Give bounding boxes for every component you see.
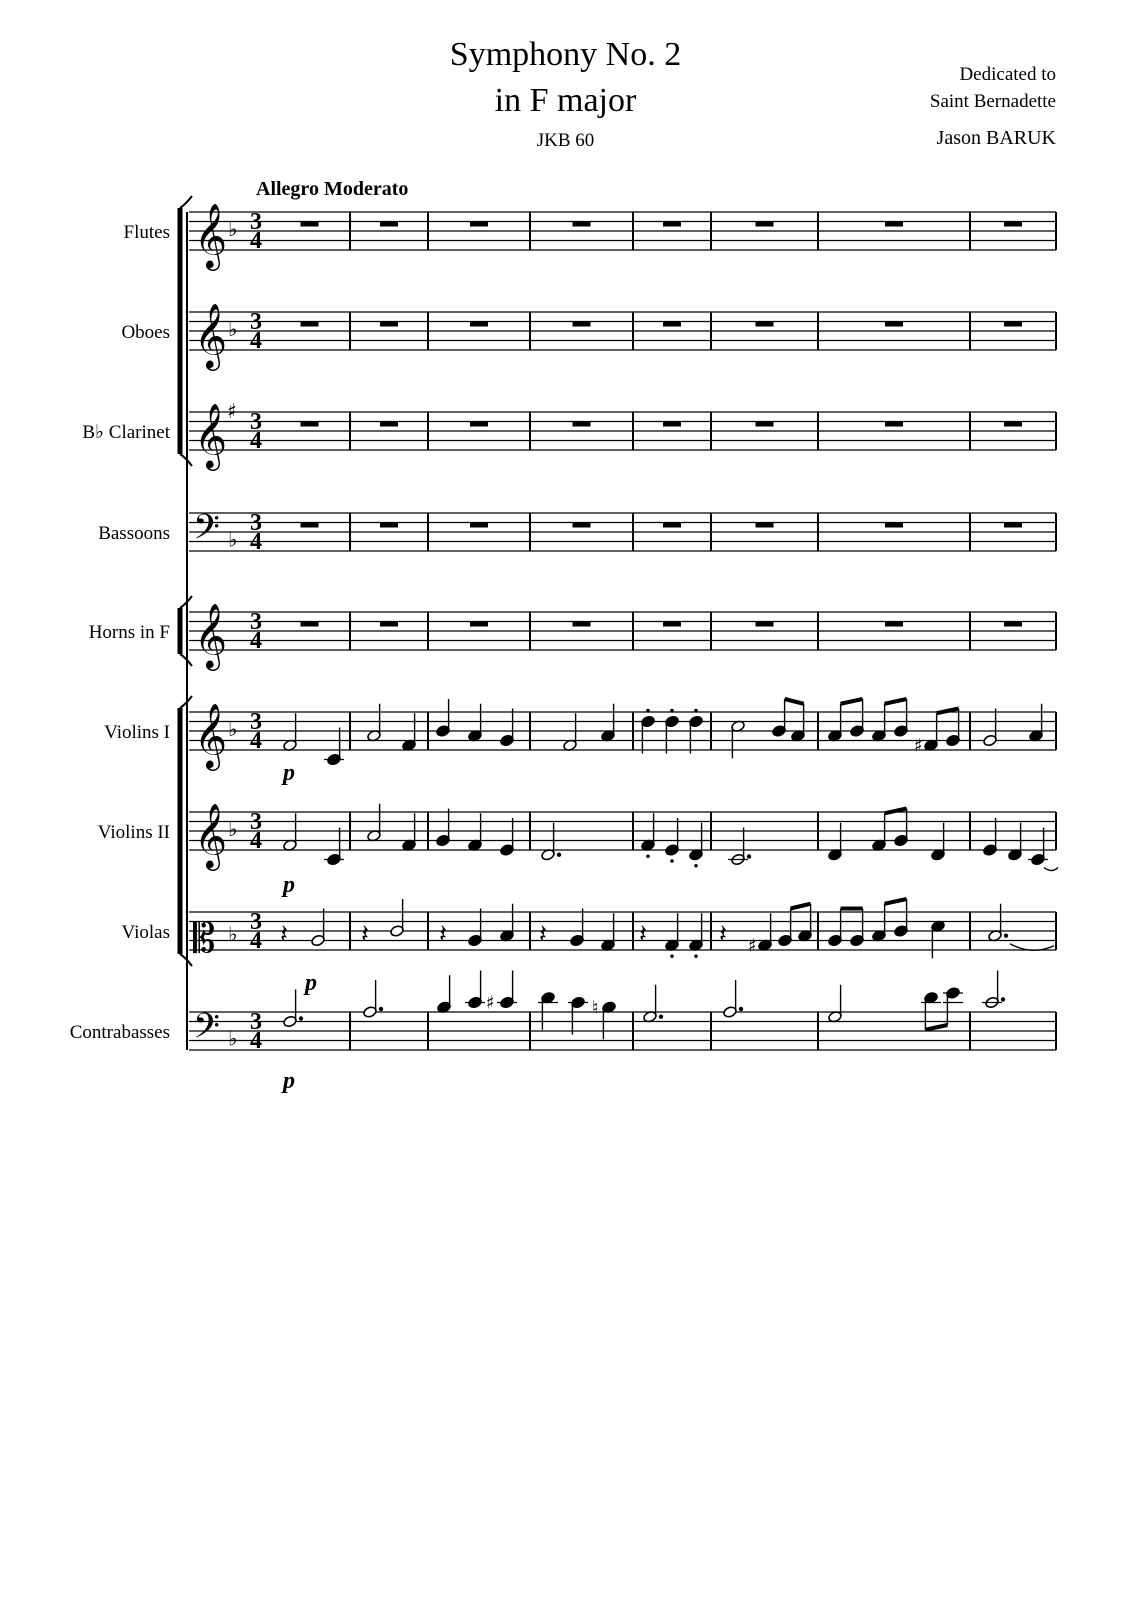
instrument-label: B♭ Clarinet: [82, 422, 170, 443]
whole-rest: [301, 523, 319, 528]
whole-rest: [756, 322, 774, 327]
staccato-dot: [646, 854, 650, 858]
staff-violins-ii: [98, 804, 1056, 871]
whole-rest: [301, 422, 319, 427]
staff-b-clarinet: [82, 399, 1056, 471]
violas-notes: [280, 899, 1054, 996]
whole-rest: [756, 622, 774, 627]
augmentation-dot: [1004, 934, 1008, 938]
time-signature-numerator: 3: [250, 709, 262, 735]
whole-rest: [885, 523, 903, 528]
time-signature-numerator: 3: [250, 909, 262, 935]
treble-clef: 𝄞: [194, 303, 228, 369]
instrument-label: Violins II: [97, 822, 170, 843]
treble-clef: 𝄞: [194, 203, 228, 269]
instrument-label: Horns in F: [88, 622, 170, 643]
flat-sign: ♭: [228, 717, 238, 741]
treble-clef: 𝄞: [194, 603, 228, 669]
whole-rest: [470, 422, 488, 427]
whole-rest: [1004, 222, 1022, 227]
whole-rest: [380, 222, 398, 227]
augmentation-dot: [739, 1007, 743, 1011]
whole-rest: [663, 422, 681, 427]
time-signature-denominator: 4: [250, 428, 262, 454]
whole-rest: [1004, 422, 1022, 427]
beam: [785, 699, 804, 704]
violins-2-notes: [281, 804, 1058, 898]
time-signature-denominator: 4: [250, 1028, 262, 1054]
treble-clef: 𝄞: [194, 703, 228, 769]
flat-sign: ♭: [228, 817, 238, 841]
whole-rest: [573, 523, 591, 528]
whole-rest: [885, 422, 903, 427]
time-signature-denominator: 4: [250, 928, 262, 954]
flat-sign: ♭: [228, 1026, 238, 1051]
dedication-line-1: Dedicated to: [959, 64, 1056, 85]
beam: [885, 699, 907, 704]
alto-clef: 𝄡: [193, 916, 216, 962]
quarter-rest: 𝄽: [639, 919, 647, 950]
time-signature-denominator: 4: [250, 529, 262, 555]
beam: [791, 904, 811, 909]
whole-rest: [663, 523, 681, 528]
whole-rest: [663, 622, 681, 627]
whole-rest: [573, 222, 591, 227]
time-signature-numerator: 3: [250, 209, 262, 235]
whole-rest: [301, 622, 319, 627]
whole-rest: [301, 222, 319, 227]
staff-horns-in-f: [89, 604, 1056, 671]
whole-rest: [573, 322, 591, 327]
time-signature-denominator: 4: [250, 728, 262, 754]
staccato-dot: [646, 709, 650, 713]
catalog-number: JKB 60: [536, 130, 595, 151]
bass-clef: 𝄢: [193, 506, 221, 556]
bass-clef: 𝄢: [193, 1005, 221, 1055]
whole-rest: [380, 422, 398, 427]
quarter-rest: 𝄽: [280, 919, 288, 950]
quarter-rest: 𝄽: [439, 919, 447, 950]
beam: [841, 699, 863, 704]
staccato-dot: [670, 709, 674, 713]
augmentation-dot: [299, 1016, 303, 1020]
staccato-dot: [694, 954, 698, 958]
dynamic-marking: p: [283, 760, 295, 786]
instrument-label: Violas: [121, 922, 170, 943]
whole-rest: [1004, 523, 1022, 528]
title-line-2: in F major: [494, 82, 637, 119]
whole-rest: [380, 622, 398, 627]
time-signature-numerator: 3: [250, 409, 262, 435]
flat-sign: ♭: [228, 217, 238, 241]
augmentation-dot: [379, 1007, 383, 1011]
composer: Jason BARUK: [936, 127, 1056, 149]
treble-clef: 𝄞: [194, 403, 228, 469]
instrument-label: Violins I: [104, 722, 170, 743]
whole-rest: [470, 622, 488, 627]
tempo-marking: Allegro Moderato: [256, 178, 409, 200]
tie: [1010, 944, 1054, 951]
quarter-rest: 𝄽: [361, 919, 369, 950]
whole-rest: [885, 222, 903, 227]
dynamic-marking: p: [283, 1068, 295, 1094]
staccato-dot: [694, 864, 698, 868]
beam: [925, 1025, 947, 1030]
staff-violas: [122, 909, 1056, 962]
whole-rest: [756, 222, 774, 227]
flat-sign: ♭: [228, 527, 238, 552]
time-signature-denominator: 4: [250, 628, 262, 654]
instrument-label: Contrabasses: [69, 1022, 170, 1043]
flat-sign: ♭: [228, 921, 238, 946]
dedication-line-2: Saint Bernadette: [929, 91, 1056, 112]
whole-rest: [470, 222, 488, 227]
time-signature-numerator: 3: [250, 609, 262, 635]
flat-sign: ♭: [228, 317, 238, 341]
whole-rest: [885, 622, 903, 627]
whole-rest: [663, 322, 681, 327]
sharp-accidental: ♯: [748, 935, 757, 957]
staff-contrabasses: [70, 1006, 1056, 1055]
whole-rest: [470, 523, 488, 528]
time-signature-denominator: 4: [250, 828, 262, 854]
whole-rest: [573, 622, 591, 627]
whole-rest: [756, 422, 774, 427]
time-signature-numerator: 3: [250, 309, 262, 335]
augmentation-dot: [659, 1015, 663, 1019]
dynamic-marking: p: [305, 970, 317, 996]
time-signature-denominator: 4: [250, 228, 262, 254]
treble-clef: 𝄞: [194, 803, 228, 869]
instrument-label: Oboes: [121, 322, 170, 343]
augmentation-dot: [557, 853, 561, 857]
whole-rest: [756, 523, 774, 528]
bracket-top: [180, 196, 192, 208]
beam: [885, 899, 907, 904]
sharp-accidental: ♯: [486, 992, 495, 1014]
contrabasses-notes: [281, 971, 1005, 1095]
staccato-dot: [670, 859, 674, 863]
augmentation-dot: [747, 854, 751, 858]
whole-rest: [470, 322, 488, 327]
instrument-label: Flutes: [123, 222, 170, 243]
whole-rest: [380, 322, 398, 327]
time-signature-numerator: 3: [250, 1009, 262, 1035]
staff-oboes: [121, 304, 1056, 371]
quarter-rest: 𝄽: [719, 919, 727, 950]
whole-rest: [1004, 322, 1022, 327]
sharp-sign: ♯: [227, 399, 237, 423]
quarter-rest: 𝄽: [539, 919, 547, 950]
staccato-dot: [670, 954, 674, 958]
whole-rest: [885, 322, 903, 327]
staff-bassoons: [98, 507, 1056, 556]
whole-rest: [663, 222, 681, 227]
whole-rest: [301, 322, 319, 327]
augmentation-dot: [1001, 997, 1005, 1001]
dynamic-marking: p: [283, 872, 295, 898]
tie: [1044, 868, 1058, 871]
time-signature-denominator: 4: [250, 328, 262, 354]
time-signature-numerator: 3: [250, 809, 262, 835]
natural-accidental: ♮: [592, 997, 599, 1019]
time-signature-numerator: 3: [250, 510, 262, 536]
title-line-1: Symphony No. 2: [449, 36, 682, 73]
whole-rest: [380, 523, 398, 528]
whole-rest: [1004, 622, 1022, 627]
staccato-dot: [694, 709, 698, 713]
whole-rest: [573, 422, 591, 427]
instrument-label: Bassoons: [98, 523, 170, 544]
staff-flutes: [124, 204, 1056, 271]
sharp-accidental: ♯: [914, 735, 923, 757]
